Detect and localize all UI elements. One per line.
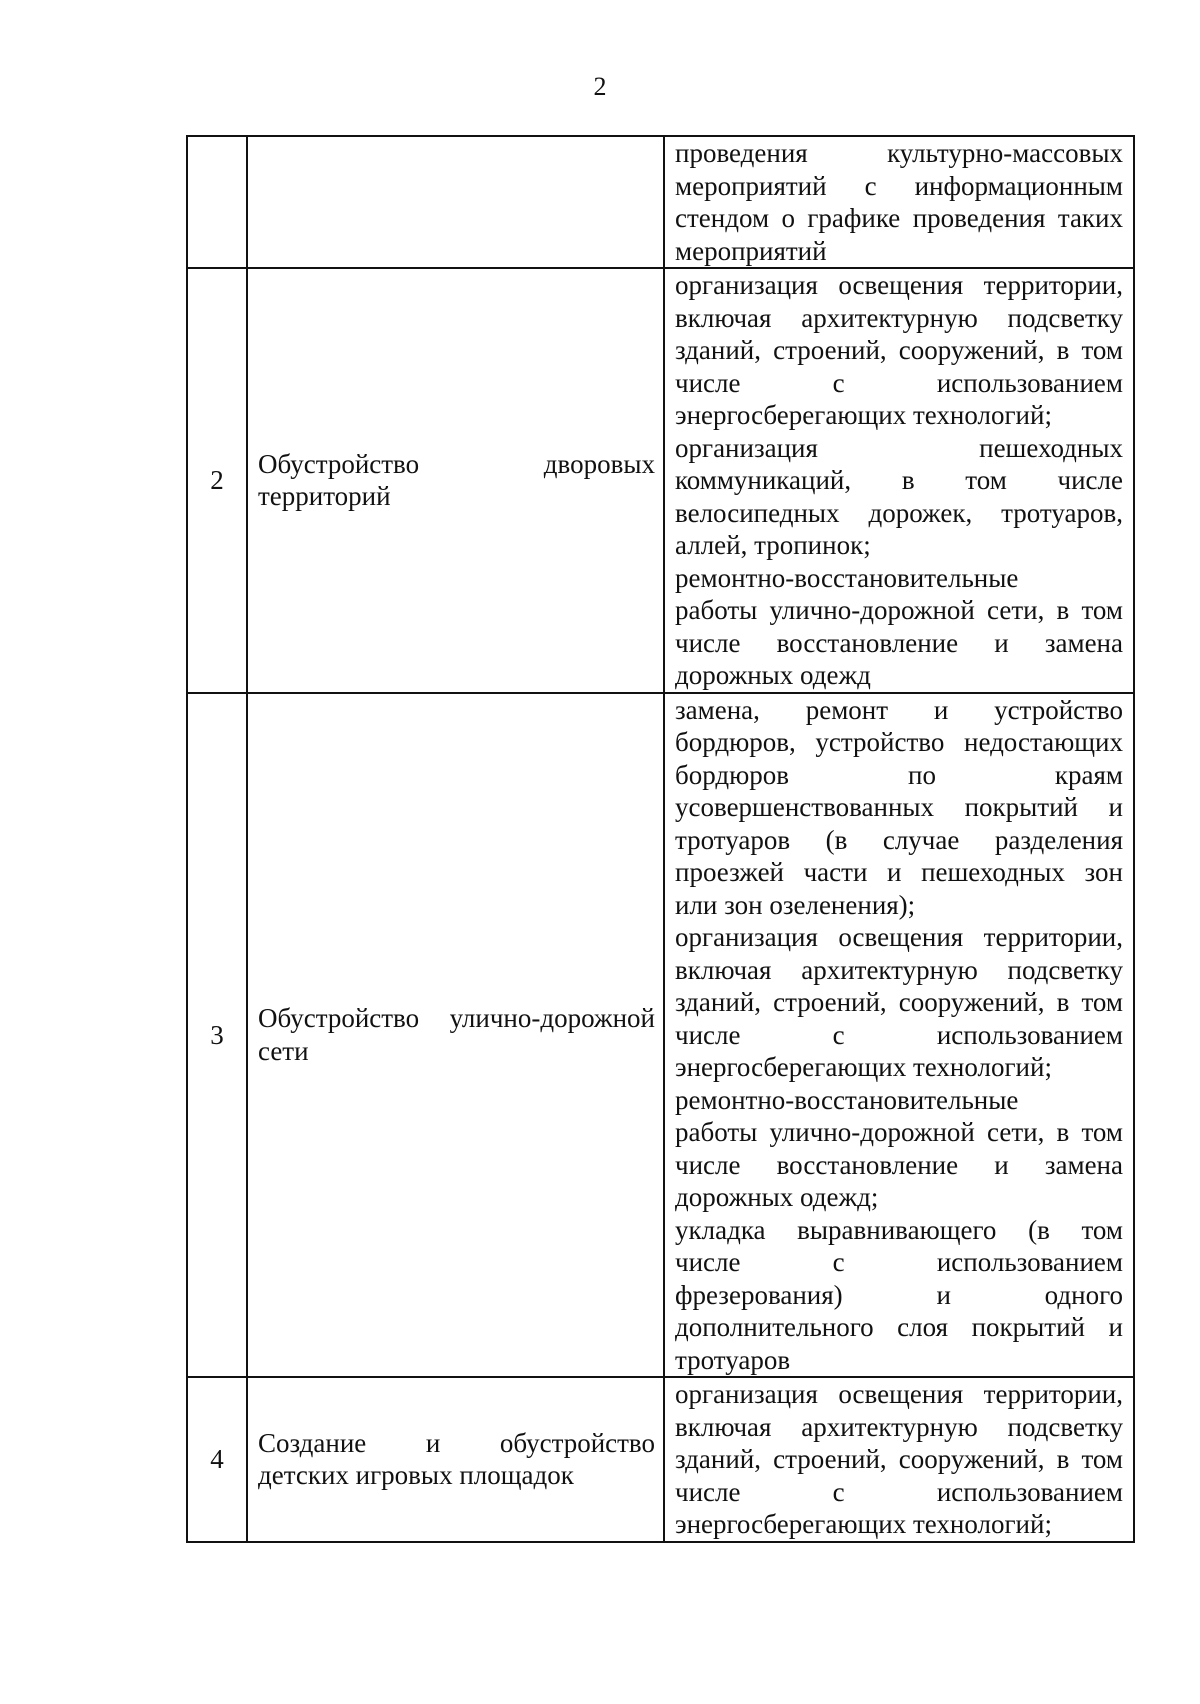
table-row [187,1377,1134,1542]
row-name-line: территорий [258,481,391,512]
row-works-line: аллей, тропинок; [675,530,871,560]
table-body [187,136,1134,1542]
row-works-line: тротуаров [675,1344,791,1375]
row-works-line: проезжей части и пешеходных зон [675,857,1123,887]
row-works-line: бордюров по краям [675,759,1123,790]
row-works-cell [664,693,1134,1378]
table-row [187,693,1134,1378]
row-works-line: числе с использованием [675,367,1123,398]
row-name-line: Обустройство улично-дорожной [258,1003,655,1034]
row-name-line: Создание и обустройство [258,1427,655,1458]
row-number: 4 [187,1377,247,1542]
measures-table [186,135,1135,1543]
row-works-line: числе с использованием [675,1247,1123,1277]
row-works-line: коммуникаций, в том числе [675,465,1123,495]
row-works-line: ремонтно-восстановительные [675,1084,1019,1115]
row-number [187,136,247,268]
table-row [187,268,1134,693]
table-row [187,136,1134,268]
row-works-line: укладка выравнивающего (в том [675,1214,1123,1245]
row-works-line: дополнительного слоя покрытий и [675,1312,1123,1342]
row-works-line: замена, ремонт и устройство [675,694,1123,725]
row-works-cell [664,1377,1134,1542]
row-works-line: дорожных одежд [675,660,871,690]
row-works-line: числе с использованием [675,1476,1123,1507]
row-works-line: организация пешеходных [675,432,1123,463]
row-works-cell [664,268,1134,693]
row-works-line: мероприятий [675,235,827,266]
row-works-line: тротуаров (в случае разделения [675,824,1123,855]
row-works-line: ремонтно-восстановительные [675,562,1019,593]
row-works-line: числе с использованием [675,1019,1123,1050]
row-works-line: усовершенствованных покрытий и [675,792,1123,822]
row-works-line: фрезерования) и одного [675,1279,1123,1310]
row-works-line: энергосберегающих технологий; [675,1052,1052,1082]
row-works-line: велосипедных дорожек, тротуаров, [675,497,1123,528]
row-works-line: мероприятий с информационным [675,170,1123,201]
row-name-cell [247,136,664,268]
row-works-line: организация освещения территории, [675,270,1123,300]
row-works-line: зданий, строений, сооружений, в том [675,335,1123,365]
row-works-line: энергосберегающих технологий; [675,400,1052,430]
row-name-cell [247,1377,664,1542]
row-works-line: числе восстановление и замена [675,1149,1123,1180]
row-name-cell [247,693,664,1378]
row-name-cell [247,268,664,693]
row-works-line: числе восстановление и замена [675,627,1123,658]
row-works-line: организация освещения территории, [675,922,1123,952]
row-works-line: энергосберегающих технологий; [675,1509,1052,1539]
row-works-line: стендом о графике проведения таких [675,203,1123,233]
row-works-line: зданий, строений, сооружений, в том [675,987,1123,1017]
row-works-line: работы улично-дорожной сети, в том [675,1117,1123,1147]
row-name-line: детских игровых площадок [258,1460,574,1491]
row-works-line: проведения культурно-массовых [675,138,1123,168]
row-works-cell [664,136,1134,268]
row-name-line: Обустройство дворовых [258,448,655,479]
row-works-line: или зон озеленения); [675,889,916,920]
row-works-line: дорожных одежд; [675,1182,879,1212]
row-works-line: включая архитектурную подсветку [675,1411,1123,1442]
row-works-line: бордюров, устройство недостающих [675,727,1123,757]
row-works-line: включая архитектурную подсветку [675,954,1123,985]
row-works-line: организация освещения территории, [675,1379,1123,1409]
row-name-line: сети [258,1035,309,1066]
page-number: 2 [593,72,607,101]
row-number: 2 [187,268,247,693]
row-works-line: включая архитектурную подсветку [675,302,1123,333]
row-works-line: зданий, строений, сооружений, в том [675,1444,1123,1474]
row-number: 3 [187,693,247,1378]
row-works-line: работы улично-дорожной сети, в том [675,595,1123,625]
